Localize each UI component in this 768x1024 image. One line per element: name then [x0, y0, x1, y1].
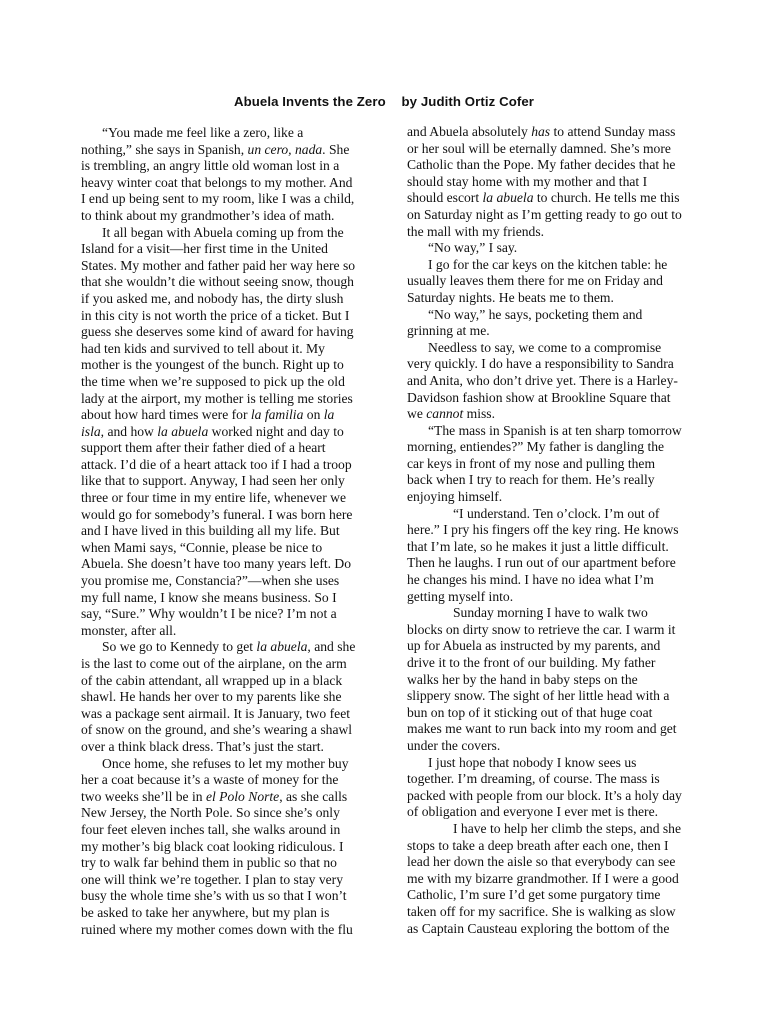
paragraph: I have to help her climb the steps, and she stops to take a deep breath after each one, then I lead her down the aisle so that everybody can see me with my bizarre grandmother. If I were a good Catholic, I’m sure I’d get some purgatory time taken off for my sacrifice. She is walking as slow as Captain Causteau exploring the bottom of the	[407, 820, 682, 936]
paragraph: “No way,” he says, pocketing them and grinning at me.	[407, 306, 643, 339]
italic-phrase: la abuela	[482, 190, 534, 206]
document-title: Abuela Invents the Zero	[233, 94, 386, 109]
paragraph: It all began with Abuela coming up from the Island for a visit—her first time in the United States. My mother and father paid her way here so that she wouldn’t die without seeing snow, though if you asked me, and nobody has, the dirty slush in this city is not worth the price of a ticket. But I guess she deserves some kind of award for having had ten kids and survived to tell about it. My mother is the youngest of the bunch. Right up to the time when we’re supposed to pick up the old lady at the airport, my mother is telling me stories about how hard times were for la familia on la isla, and how la abuela worked night and day to support them after their father died of a heart attack. I’d die of a heart attack too if I had a troop like that to support. Anyway, I had seen her only three or four time in my entire life, whenever we would go for somebody’s funeral. I was born here and I have lived in this building all my life. But when Mami says, “Connie, please be nice to Abuela. She doesn’t have too many years left. Do you promise me, Constancia?”—when she uses my full name, I know she means business. So I say, “Sure.” Why wouldn’t I be nice? I’m not a monster, after all.	[81, 224, 356, 638]
paragraph: So we go to Kennedy to get la abuela, and she is the last to come out of the airplane, on the arm of the cabin attendant, all wrapped up in a black shawl. He hands her over to my parents like she was a package sent airmail. It is January, two feet of snow on the ground, and she’s wearing a shawl over a think black dress. That’s just the start.	[81, 639, 356, 754]
document-heading	[0, 94, 768, 109]
paragraph: I go for the car keys on the kitchen table: he usually leaves them there for me on Friday and Saturday nights. He beats me to them.	[407, 256, 668, 305]
paragraph: Needless to say, we come to a compromise very quickly. I do have a responsibility to Sandra and Anita, who don’t drive yet. There is a Harley-Davidson fashion show at Brookline Square that we cannot miss.	[407, 339, 678, 422]
paragraph: “I understand. Ten o’clock. I’m out of here.” I pry his fingers off the key ring. He knows that I’m late, so he makes it just a little difficult. Then he laughs. I run out of our apartment before he changes his mind. I have no idea what I’m getting myself into.	[407, 505, 679, 604]
italic-phrase: la abuela	[256, 639, 308, 655]
italic-phrase: la familia	[250, 407, 304, 423]
paragraph: “The mass in Spanish is at ten sharp tomorrow morning, entiendes?” My father is dangling the car keys in front of my nose and pulling them back when I try to reach for them. He’s really enjoying himself.	[407, 422, 682, 505]
paragraph: Once home, she refuses to let my mother buy her a coat because it’s a waste of money for the two weeks she’ll be in el Polo Norte, as she calls New Jersey, the North Pole. So since she’s only four feet eleven inches tall, she walks around in my mother’s big black coat looking ridiculous. I try to walk far behind them in public so that no one will think we’re together. I plan to stay very busy the whole time she’s with us so that I won’t be asked to take her anywhere, but my plan is ruined where my mother comes down with the flu	[81, 755, 353, 937]
italic-phrase: el Polo Norte	[205, 788, 280, 804]
paragraph: “No way,” I say.	[428, 240, 518, 256]
right-column	[407, 124, 683, 937]
italic-phrase: has	[531, 124, 551, 139]
italic-phrase: un cero, nada	[247, 141, 323, 157]
paragraph: “You made me feel like a zero, like a nothing,” she says in Spanish, un cero, nada. She is trembling, an angry little old woman lost in a heavy winter coat that belongs to my mother. And I end up being sent to my room, like I was a child, to think about my grandmother’s idea of math.	[81, 125, 355, 223]
author-line: by Judith Ortiz Cofer	[401, 94, 535, 109]
paragraph: I just hope that nobody I know sees us together. I’m dreaming, of course. The mass is packed with people from our block. It’s a holy day of obligation and everyone I ever met is there.	[407, 754, 682, 820]
left-column	[81, 125, 357, 938]
italic-phrase: la abuela	[157, 423, 209, 439]
italic-phrase: cannot	[426, 406, 464, 422]
paragraph: Sunday morning I have to walk two blocks on dirty snow to retrieve the car. I warm it up for Abuela as instructed by my parents, and drive it to the front of our building. My father walks her by the hand in baby steps on the slippery snow. The sight of her little head with a bun on top of it sticking out of that huge coat makes me want to run back into my room and get under the covers.	[407, 605, 677, 753]
paragraph: and Abuela absolutely has to attend Sunday mass or her soul will be eternally damned. She’s more Catholic than the Pope. My father decides that he should stay home with my mother and that I should escort la abuela to church. He tells me this on Saturday night as I’m getting ready to go out to the mall with my friends.	[407, 124, 682, 239]
italic-phrase: la isla	[81, 407, 335, 439]
